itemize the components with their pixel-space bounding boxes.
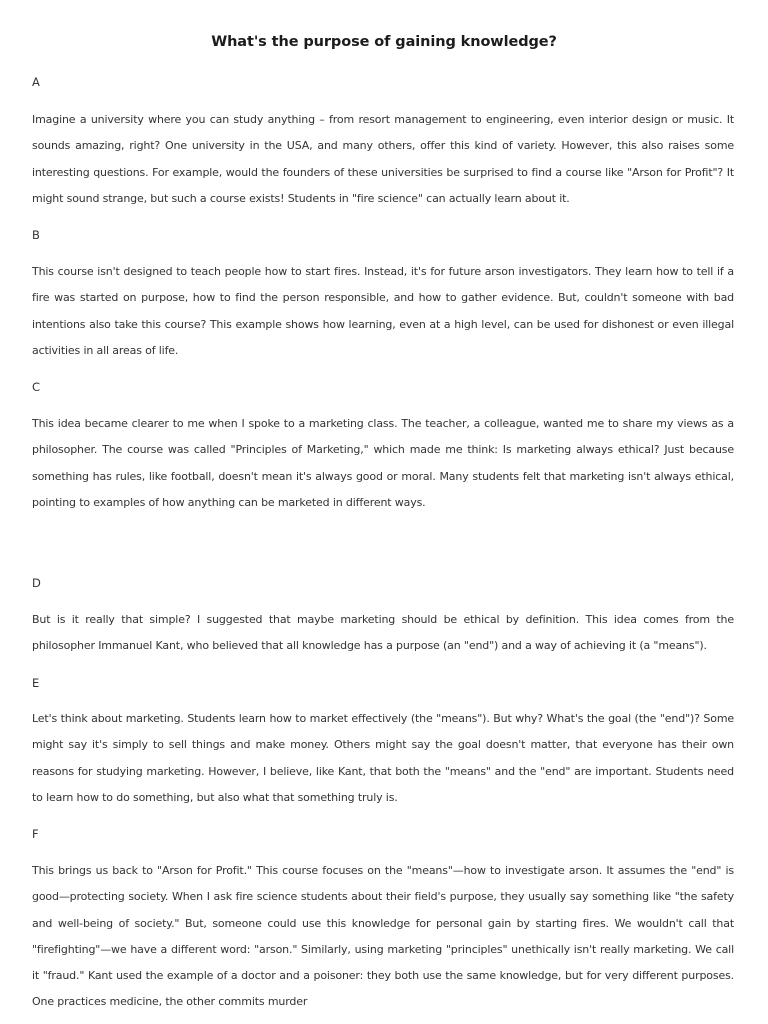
paragraph-b: This course isn't designed to teach people how to start fires. Instead, it's for future arson investigators. They learn how to tell if a fire was started on purpose, how to find the person responsible, and how to gather evidence. But, couldn't someone with bad intentions also take this course? This example shows how learning, even at a high level, can be used for dishonest or even illegal activities in all areas of life.	[32, 265, 734, 357]
paragraph-c: This idea became clearer to me when I spoke to a marketing class. The teacher, a colleague, wanted me to share my views as a philosopher. The course was called "Principles of Marketing," which made me think: Is marketing always ethical? Just because something has rules, like football, doesn't mean it's always good or moral. Many students felt that marketing isn't always ethical, pointing to examples of how anything can be marketed in different ways.	[32, 417, 734, 509]
section-label-a: A	[32, 75, 40, 89]
paragraph-f: This brings us back to "Arson for Profit." This course focuses on the "means"—how to investigate arson. It assumes the "end" is good—protecting society. When I ask fire science students about their field's purpose, they usually say something like "the safety and well-being of society." But, someone could use this knowledge for personal gain by starting fires. We wouldn't call that "firefighting"—we have a different word: "arson." Similarly, using marketing "principles" unethically isn't really marketing. We call it "fraud." Kant used the example of a doctor and a poisoner: they both use the same knowledge, but for very different purposes. One practices medicine, the other commits murder	[32, 864, 734, 1009]
section-label-b: B	[32, 228, 40, 242]
paragraph-a: Imagine a university where you can study anything – from resort management to engineering, even interior design or music. It sounds amazing, right? One university in the USA, and many others, offer this kind of variety. However, this also raises some interesting questions. For example, would the founders of these universities be surprised to find a course like "Arson for Profit"? It might sound strange, but such a course exists! Students in "fire science" can actually learn about it.	[32, 113, 734, 205]
paragraph-d: But is it really that simple? I suggested that maybe marketing should be ethical by definition. This idea comes from the philosopher Immanuel Kant, who believed that all knowledge has a purpose (an "end") and a way of achieving it (a "means").	[32, 613, 734, 653]
paragraph-e: Let's think about marketing. Students learn how to market effectively (the "means"). But why? What's the goal (the "end")? Some might say it's simply to sell things and make money. Others might say the goal doesn't matter, that everyone has their own reasons for studying marketing. However, I believe, like Kant, that both the "means" and the "end" are important. Students need to learn how to do something, but also what that something truly is.	[32, 712, 734, 804]
section-label-e: E	[32, 676, 40, 690]
section-label-d: D	[32, 576, 41, 590]
section-label-f: F	[32, 827, 39, 841]
section-label-c: C	[32, 380, 41, 394]
page-title: What's the purpose of gaining knowledge?	[211, 34, 557, 50]
